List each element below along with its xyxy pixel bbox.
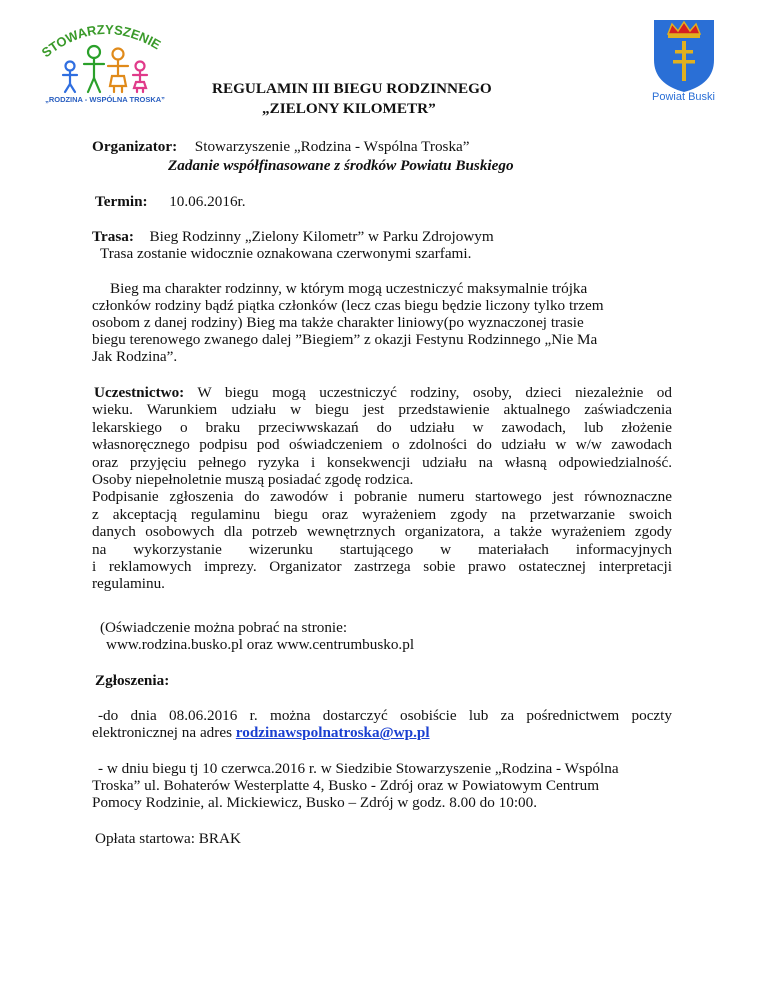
description-line: członków rodziny bądź piątka członków (lecz czas biegu będzie liczony tylko trzem — [92, 297, 604, 314]
route-note: Trasa zostanie widocznie oznakowana czerwonymi szarfami. — [100, 245, 472, 262]
applications-item1-line1: -do dnia 08.06.2016 r. można dostarczyć osobiście lub za pośrednictwem poczty — [98, 707, 672, 724]
description-line: osobom z danej rodziny) Bieg ma także charakter liniowy(po wyznaczonej trasie — [92, 314, 584, 331]
organizer-value: Stowarzyszenie „Rodzina - Wspólna Troska” — [194, 138, 470, 155]
applications-item2-line: Pomocy Rodzinie, al. Mickiewicz, Busko – Zdrój w godz. 8.00 do 10:00. — [92, 794, 538, 811]
applications-item1 — [92, 707, 672, 742]
email-link[interactable]: rodzinawspolnatroska@wp.pl — [235, 724, 430, 742]
participation-line: Podpisanie zgłoszenia do zawodów i pobranie numeru startowego jest równoznaczne — [92, 488, 672, 506]
page-title-line2: „ZIELONY KILOMETR” — [262, 100, 436, 117]
fee-line: Opłata startowa: BRAK — [95, 830, 241, 847]
participation-first: W biegu mogą uczestniczyć rodziny, osoby, dzieci niezależnie od — [197, 384, 672, 401]
participation-first-row — [92, 384, 672, 401]
participation-label: Uczestnictwo: — [94, 384, 185, 401]
applications-item1-line2 — [92, 724, 672, 741]
statement-line1: (Oświadczenie można pobrać na stronie: — [100, 619, 348, 636]
applications-label: Zgłoszenia: — [95, 672, 170, 689]
term-row — [95, 193, 246, 210]
route-value: Bieg Rodzinny „Zielony Kilometr” w Parku Zdrojowym — [149, 228, 494, 245]
participation-line: i reklamowych imprezy. Organizator zastrzega sobie prawo ostatecznej interpretacji — [92, 557, 672, 575]
participation-line: regulaminu. — [92, 575, 165, 593]
description-line: Bieg ma charakter rodzinny, w którym mogą uczestniczyć maksymalnie trójka — [110, 280, 588, 297]
route-label: Trasa: — [92, 228, 134, 245]
applications-item2-line: - w dniu biegu tj 10 czerwca.2016 r. w Siedzibie Stowarzyszenie „Rodzina - Wspólna — [98, 760, 619, 777]
participation-line: na wykorzystanie wizerunku startującego w materiałach informacyjnych — [92, 540, 672, 558]
participation-line: z akceptacją regulaminu biegu oraz wyrażeniem zgody na przetwarzanie swoich — [92, 505, 672, 523]
participation-section — [92, 384, 672, 593]
participation-line: Osoby niepełnoletnie muszą posiadać zgodę rodzica. — [92, 470, 414, 488]
organizer-row — [92, 138, 470, 155]
seal-caption: Powiat Buski — [652, 91, 715, 103]
family-figures-icon — [63, 46, 147, 92]
participation-line: danych osobowych dla potrzeb wewnętrznych organizatora, a także wyrażeniem zgody — [92, 523, 672, 541]
applications-item1-prefix: elektronicznej na adres — [92, 724, 232, 742]
route-row — [92, 228, 494, 245]
term-value: 10.06.2016r. — [169, 193, 246, 210]
logo-arc-text: STOWARZYSZENIE — [40, 21, 164, 61]
organizer-label: Organizator: — [92, 138, 178, 155]
participation-line: własnoręcznego podpisu pod oświadczeniem o zdolności do udziału w w/w zawodach — [92, 436, 672, 454]
participation-line: wieku. Warunkiem udziału w biegu jest przedstawienie aktualnego zaświadczenia — [92, 401, 672, 419]
statement-line2: www.rodzina.busko.pl oraz www.centrumbusko.pl — [106, 636, 415, 653]
participation-line: oraz przyjęciu pełnego ryzyka i konsekwencji udziału na własną odpowiedzialność. — [92, 453, 672, 471]
association-logo — [40, 20, 170, 106]
logo-caption: „RODZINA - WSPÓLNA TROSKA” — [45, 95, 165, 104]
funding-note: Zadanie współfinasowane z środków Powiatu Buskiego — [168, 157, 514, 174]
participation-line: lekarskiego o braku przeciwwskazań do udziału w zawodach, lub złożenie — [92, 418, 672, 436]
term-label: Termin: — [95, 193, 148, 210]
description-line: Jak Rodzina”. — [92, 348, 178, 365]
page-title-line1: REGULAMIN III BIEGU RODZINNEGO — [212, 80, 492, 97]
description-line: biegu terenowego zwanego dalej ”Biegiem” z okazji Festynu Rodzinnego „Nie Ma — [92, 331, 598, 348]
svg-text:STOWARZYSZENIE — [40, 22, 164, 60]
crown-icon — [668, 22, 700, 34]
applications-item2-line: Troska” ul. Bohaterów Westerplatte 4, Busko - Zdrój oraz w Powiatowym Centrum — [92, 777, 600, 794]
